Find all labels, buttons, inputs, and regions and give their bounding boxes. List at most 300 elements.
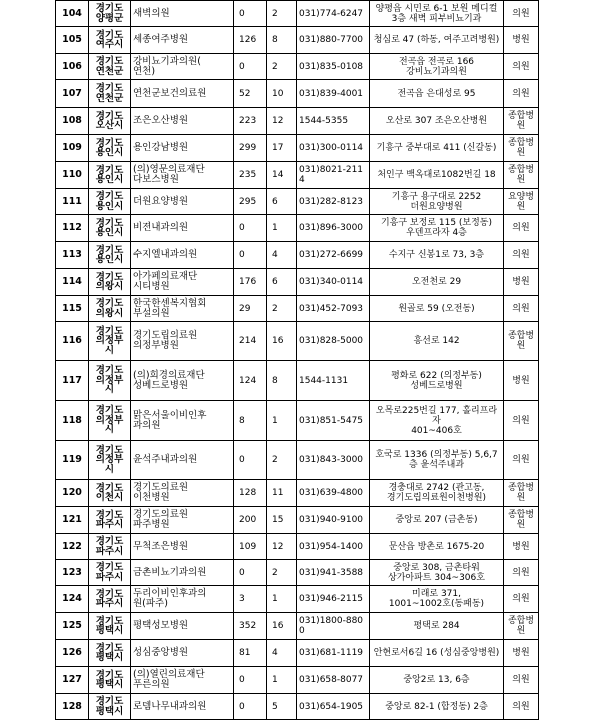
region-cell-line: 시	[104, 463, 115, 475]
region-cell-line: 경기도	[95, 191, 124, 202]
staff-cell: 4	[267, 640, 297, 667]
region-cell	[89, 694, 131, 720]
facility-name-cell-line: 평택성모병원	[133, 620, 189, 631]
facility-name-cell	[131, 441, 234, 480]
address-cell-line: 오산로 307 조은오산병원	[385, 116, 488, 126]
phone-cell: 031)954-1400	[297, 534, 370, 560]
region-cell	[89, 441, 131, 480]
table-row	[56, 322, 539, 361]
region-cell	[89, 507, 131, 534]
facility-name-cell	[131, 269, 234, 296]
beds-cell: 0	[234, 694, 267, 720]
region-cell-line: 파주시	[95, 519, 124, 530]
address-cell	[370, 640, 504, 667]
region-cell	[89, 361, 131, 401]
staff-cell: 1	[267, 667, 297, 694]
region-cell-line: 파주시	[95, 598, 124, 609]
region-cell	[89, 108, 131, 135]
beds-cell: 352	[234, 613, 267, 640]
address-cell-line: 경기도립의료원이천병원)	[386, 493, 487, 503]
beds-cell: 0	[234, 242, 267, 269]
region-cell	[89, 586, 131, 613]
facility-name-cell	[131, 534, 234, 560]
address-cell-line: 전곡읍 전곡로 166	[398, 56, 475, 67]
address-cell	[370, 534, 504, 560]
address-cell-line: 성베드로병원	[410, 380, 463, 391]
table-row	[56, 640, 539, 667]
region-cell-line: 평택시	[95, 652, 124, 663]
region-cell-line: 경기도	[95, 244, 124, 256]
facility-name-cell-line: 의정부병원	[133, 340, 179, 351]
staff-cell: 2	[267, 54, 297, 80]
address-cell-line: 더원요양병원	[410, 201, 463, 212]
region-cell-line: 경기도	[95, 83, 124, 94]
facility-name-cell	[131, 189, 234, 215]
address-cell-line: 오목로225번길 177, 홀리프라자	[375, 405, 498, 426]
row-number: 122	[56, 534, 89, 560]
address-cell-line: 중앙로 308, 금촌타워	[393, 562, 480, 573]
region-cell-line: 경기도	[95, 536, 124, 547]
address-cell	[370, 269, 504, 296]
address-cell-line: 처인구 백옥대로1082번길 18	[377, 170, 496, 180]
staff-cell: 4	[267, 242, 297, 269]
facility-name-cell-line: 무척조은병원	[133, 540, 189, 552]
facility-name-cell-line: 성베드로병원	[133, 379, 189, 391]
address-cell-line: 문산읍 방촌로 1675-20	[388, 541, 485, 552]
phone-cell: 031)839-4001	[297, 80, 370, 108]
facility-type-cell: 종합병원	[504, 322, 539, 361]
facility-type-cell: 의원	[504, 54, 539, 80]
phone-cell: 031)452-7093	[297, 296, 370, 322]
region-cell	[89, 534, 131, 560]
facility-type-cell: 의원	[504, 401, 539, 441]
address-cell	[370, 441, 504, 480]
staff-cell: 17	[267, 135, 297, 162]
phone-cell: 031)658-8077	[297, 667, 370, 694]
staff-cell: 1	[267, 586, 297, 613]
beds-cell: 0	[234, 215, 267, 242]
beds-cell: 52	[234, 80, 267, 108]
facility-name-cell-line: 푸른의원	[133, 679, 170, 690]
row-number: 113	[56, 242, 89, 269]
facility-name-cell-line: 이천병원	[133, 492, 170, 503]
address-cell-line: 수지구 신봉1로 73, 3층	[388, 250, 485, 260]
address-cell-line: 양평읍 시민로 6-1 보원 메디컬	[375, 3, 498, 14]
address-cell	[370, 667, 504, 694]
address-cell	[370, 586, 504, 613]
region-cell	[89, 80, 131, 108]
facility-name-cell-line: 경기도립의료원	[133, 330, 198, 341]
beds-cell: 0	[234, 667, 267, 694]
address-cell-line: 평화로 622 (의정부동)	[391, 370, 482, 381]
staff-cell: 6	[267, 189, 297, 215]
facility-name-cell-line: 경기도의료원	[133, 509, 189, 520]
address-cell	[370, 507, 504, 534]
region-cell	[89, 613, 131, 640]
region-cell-line: 경기도	[95, 562, 124, 573]
address-cell-line: 상가아파트 304~306호	[388, 572, 485, 583]
phone-cell: 031)774-6247	[297, 1, 370, 27]
facility-name-cell	[131, 242, 234, 269]
facility-name-cell	[131, 108, 234, 135]
region-cell-line: 경기도	[95, 137, 124, 149]
facility-type-cell: 의원	[504, 441, 539, 480]
row-number: 109	[56, 135, 89, 162]
staff-cell: 10	[267, 80, 297, 108]
region-cell-line: 용인시	[95, 254, 124, 265]
address-cell-line: 기흥구 보정로 115 (보정동)	[380, 218, 493, 228]
phone-cell: 031)282-8123	[297, 189, 370, 215]
address-cell	[370, 27, 504, 54]
region-cell	[89, 189, 131, 215]
facility-name-cell-line: 조은오산병원	[133, 115, 189, 126]
address-cell-line: 층 윤석주내과	[408, 460, 465, 470]
address-cell	[370, 1, 504, 27]
region-cell-line: 평택시	[95, 625, 124, 636]
facility-type-cell: 의원	[504, 1, 539, 27]
table-row	[56, 135, 539, 162]
phone-cell: 031)843-3000	[297, 441, 370, 480]
staff-cell: 12	[267, 534, 297, 560]
facility-type-cell: 의원	[504, 296, 539, 322]
facility-name-cell	[131, 694, 234, 720]
facility-name-cell-line: (의)영문의료재단	[133, 164, 205, 175]
beds-cell: 299	[234, 135, 267, 162]
facility-name-cell	[131, 507, 234, 534]
table-row	[56, 560, 539, 586]
facility-name-cell	[131, 586, 234, 613]
row-number: 116	[56, 322, 89, 361]
address-cell-line: 3층 새벽 피부비뇨기과	[391, 13, 482, 24]
facility-name-cell	[131, 135, 234, 162]
beds-cell: 235	[234, 162, 267, 189]
region-cell-line: 양평군	[95, 12, 124, 24]
region-cell-line: 경기도	[95, 588, 124, 600]
region-cell-line: 의왕시	[95, 281, 124, 292]
staff-cell: 12	[267, 108, 297, 135]
facility-name-cell	[131, 613, 234, 640]
facility-type-cell: 종합병원	[504, 480, 539, 507]
address-cell	[370, 189, 504, 215]
phone-cell: 031)272-6699	[297, 242, 370, 269]
region-cell	[89, 322, 131, 361]
region-cell-line: 경기도	[95, 110, 124, 122]
region-cell-line: 용인시	[95, 174, 124, 185]
region-cell-line: 시	[104, 384, 115, 396]
region-cell-line: 평택시	[95, 679, 124, 690]
address-cell-line: 우덴프라자 4층	[406, 228, 467, 238]
address-cell	[370, 242, 504, 269]
beds-cell: 0	[234, 1, 267, 27]
staff-cell: 2	[267, 296, 297, 322]
row-number: 110	[56, 162, 89, 189]
table-row	[56, 162, 539, 189]
facility-name-cell-line: 경기도의료원	[133, 482, 189, 493]
address-cell	[370, 80, 504, 108]
table-row	[56, 441, 539, 480]
region-cell-line: 용인시	[95, 227, 124, 238]
address-cell-line: 중앙2로 13, 6층	[403, 675, 470, 685]
address-cell-line: 기흥구 용구대로 2252	[391, 191, 482, 202]
table-row	[56, 613, 539, 640]
region-cell-line: 경기도	[95, 669, 124, 681]
facility-type-cell: 병원	[504, 361, 539, 401]
beds-cell: 0	[234, 54, 267, 80]
address-cell	[370, 401, 504, 441]
region-cell-line: 경기도	[95, 642, 124, 654]
facility-name-cell-line: 금촌비뇨기과의원	[133, 566, 207, 578]
beds-cell: 126	[234, 27, 267, 54]
staff-cell: 14	[267, 162, 297, 189]
phone-cell: 031)828-5000	[297, 322, 370, 361]
phone-cell: 1544-1131	[297, 361, 370, 401]
address-cell-line: 청심로 47 (하동, 여주고려병원)	[373, 35, 500, 45]
table-row	[56, 361, 539, 401]
staff-cell: 11	[267, 480, 297, 507]
facility-name-cell-line: 다보스병원	[133, 174, 179, 185]
facility-name-cell-line: 수지엘내과의원	[133, 249, 198, 260]
phone-cell: 031)835-0108	[297, 54, 370, 80]
phone-cell: 031)1800-8800	[297, 613, 370, 640]
region-cell	[89, 560, 131, 586]
table-body	[56, 1, 539, 720]
row-number: 111	[56, 189, 89, 215]
facility-name-cell-line: 강비뇨기과의원(	[133, 55, 201, 67]
address-cell	[370, 162, 504, 189]
table-row	[56, 296, 539, 322]
row-number: 108	[56, 108, 89, 135]
phone-cell: 031)300-0114	[297, 135, 370, 162]
facility-type-cell: 의원	[504, 667, 539, 694]
staff-cell: 5	[267, 694, 297, 720]
region-cell-line: 연천군	[95, 65, 124, 77]
facility-name-cell	[131, 361, 234, 401]
table-row	[56, 189, 539, 215]
phone-cell: 031)941-3588	[297, 560, 370, 586]
region-cell-line: 경기도	[95, 3, 124, 14]
beds-cell: 200	[234, 507, 267, 534]
region-cell-line: 의정부	[95, 454, 124, 466]
address-cell-line: 경충대로 2742 (관고동,	[388, 483, 485, 493]
facility-name-cell-line: 로뎀나무내과의원	[133, 700, 207, 712]
table-row	[56, 586, 539, 613]
region-cell-line: 경기도	[95, 271, 124, 283]
address-cell	[370, 694, 504, 720]
beds-cell: 29	[234, 296, 267, 322]
region-cell-line: 의왕시	[95, 307, 124, 319]
staff-cell: 1	[267, 401, 297, 441]
beds-cell: 0	[234, 560, 267, 586]
region-cell-line: 경기도	[95, 29, 124, 41]
address-cell-line: 흥선로 142	[413, 336, 460, 346]
address-cell-line: 평택로 284	[413, 621, 460, 631]
address-cell	[370, 296, 504, 322]
phone-cell: 031)340-0114	[297, 269, 370, 296]
row-number: 126	[56, 640, 89, 667]
row-number: 104	[56, 1, 89, 27]
region-cell	[89, 480, 131, 507]
address-cell-line: 중앙로 207 (금촌동)	[395, 515, 478, 525]
table-row	[56, 507, 539, 534]
row-number: 123	[56, 560, 89, 586]
row-number: 128	[56, 694, 89, 720]
address-cell-line: 중앙로 82-1 (합정동) 2층	[385, 701, 488, 712]
table-row	[56, 667, 539, 694]
facility-name-cell	[131, 296, 234, 322]
region-cell-line: 경기도	[95, 164, 124, 176]
table-row	[56, 27, 539, 54]
region-cell-line: 경기도	[95, 56, 124, 67]
region-cell-line: 경기도	[95, 696, 124, 707]
region-cell	[89, 27, 131, 54]
phone-cell: 031)851-5475	[297, 401, 370, 441]
facility-name-cell-line: 비젼내과의원	[133, 222, 189, 233]
table-row	[56, 694, 539, 720]
beds-cell: 0	[234, 441, 267, 480]
hospital-table-page	[55, 0, 538, 720]
region-cell-line: 용인시	[95, 147, 124, 158]
beds-cell: 214	[234, 322, 267, 361]
address-cell	[370, 560, 504, 586]
facility-name-cell-line: 한국한센복지협회	[133, 297, 207, 309]
row-number: 107	[56, 80, 89, 108]
facility-type-cell: 요양병원	[504, 189, 539, 215]
region-cell	[89, 269, 131, 296]
region-cell-line: 경기도	[95, 615, 124, 627]
region-cell-line: 경기도	[95, 405, 124, 417]
staff-cell: 2	[267, 441, 297, 480]
address-cell	[370, 322, 504, 361]
hospital-table	[55, 0, 539, 720]
facility-type-cell: 종합병원	[504, 507, 539, 534]
address-cell-line: 안현로서6길 16 (성심중앙병원)	[373, 648, 500, 658]
phone-cell: 031)880-7700	[297, 27, 370, 54]
table-row	[56, 1, 539, 27]
region-cell-line: 파주시	[95, 545, 124, 557]
address-cell	[370, 361, 504, 401]
phone-cell: 031)8021-2114	[297, 162, 370, 189]
region-cell-line: 평택시	[95, 705, 124, 717]
facility-name-cell-line: 원(파주)	[133, 598, 168, 609]
facility-type-cell: 병원	[504, 640, 539, 667]
facility-name-cell-line: (의)희경의료재단	[133, 369, 205, 381]
facility-name-cell	[131, 1, 234, 27]
facility-name-cell-line: 연천)	[133, 65, 156, 77]
staff-cell: 15	[267, 507, 297, 534]
facility-name-cell	[131, 401, 234, 441]
staff-cell: 6	[267, 269, 297, 296]
row-number: 106	[56, 54, 89, 80]
staff-cell: 8	[267, 27, 297, 54]
staff-cell: 1	[267, 215, 297, 242]
beds-cell: 81	[234, 640, 267, 667]
facility-name-cell-line: 용인강남병원	[133, 142, 189, 153]
facility-name-cell	[131, 480, 234, 507]
facility-name-cell-line: 성심중앙병원	[133, 647, 189, 658]
region-cell	[89, 401, 131, 441]
facility-name-cell	[131, 215, 234, 242]
facility-name-cell-line: 아가페의료재단	[133, 271, 198, 282]
facility-type-cell: 의원	[504, 560, 539, 586]
region-cell	[89, 667, 131, 694]
region-cell-line: 의정부	[95, 374, 124, 386]
facility-type-cell: 종합병원	[504, 135, 539, 162]
beds-cell: 295	[234, 189, 267, 215]
table-row	[56, 80, 539, 108]
region-cell-line: 용인시	[95, 200, 124, 212]
region-cell-line: 연천군	[95, 92, 124, 104]
facility-name-cell	[131, 640, 234, 667]
region-cell-line: 경기도	[95, 298, 124, 309]
region-cell-line: 경기도	[95, 509, 124, 521]
row-number: 114	[56, 269, 89, 296]
facility-type-cell: 의원	[504, 215, 539, 242]
phone-cell: 031)654-1905	[297, 694, 370, 720]
facility-name-cell	[131, 667, 234, 694]
facility-name-cell-line: 부설의원	[133, 307, 170, 319]
facility-type-cell: 종합병원	[504, 108, 539, 135]
staff-cell: 16	[267, 322, 297, 361]
row-number: 117	[56, 361, 89, 401]
region-cell	[89, 242, 131, 269]
region-cell-line: 시	[104, 424, 115, 436]
facility-type-cell: 의원	[504, 586, 539, 613]
address-cell-line: 전곡읍 은대성로 95	[397, 88, 476, 99]
facility-type-cell: 의원	[504, 80, 539, 108]
region-cell-line: 의정부	[95, 414, 124, 426]
facility-name-cell	[131, 162, 234, 189]
beds-cell: 124	[234, 361, 267, 401]
row-number: 112	[56, 215, 89, 242]
table-row	[56, 269, 539, 296]
region-cell-line: 파주시	[95, 571, 124, 583]
facility-name-cell-line: 파주병원	[133, 519, 170, 530]
facility-name-cell-line: 연천군보건의료원	[133, 87, 207, 99]
address-cell-line: 원골로 59 (오전동)	[398, 303, 475, 314]
address-cell-line: 오전천로 29	[411, 277, 462, 287]
address-cell-line: 강비뇨기과의원	[406, 66, 467, 77]
row-number: 115	[56, 296, 89, 322]
staff-cell: 2	[267, 560, 297, 586]
region-cell-line: 경기도	[95, 325, 124, 337]
address-cell	[370, 108, 504, 135]
facility-type-cell: 병원	[504, 269, 539, 296]
beds-cell: 128	[234, 480, 267, 507]
row-number: 127	[56, 667, 89, 694]
beds-cell: 109	[234, 534, 267, 560]
staff-cell: 8	[267, 361, 297, 401]
facility-name-cell-line: 더원요양병원	[133, 195, 189, 207]
address-cell	[370, 54, 504, 80]
table-row	[56, 54, 539, 80]
region-cell	[89, 1, 131, 27]
row-number: 124	[56, 586, 89, 613]
phone-cell: 031)940-9100	[297, 507, 370, 534]
region-cell-line: 경기도	[95, 482, 124, 494]
facility-name-cell-line: 새벽의원	[133, 7, 170, 19]
phone-cell: 031)946-2115	[297, 586, 370, 613]
address-cell	[370, 613, 504, 640]
facility-name-cell-line: (의)열린의료재단	[133, 669, 205, 680]
address-cell-line: 기흥구 중부대로 411 (신갈동)	[376, 143, 497, 153]
table-row	[56, 108, 539, 135]
facility-name-cell	[131, 560, 234, 586]
address-cell	[370, 215, 504, 242]
facility-name-cell	[131, 27, 234, 54]
region-cell	[89, 54, 131, 80]
facility-name-cell	[131, 322, 234, 361]
facility-name-cell-line: 두리이비인후과의	[133, 588, 207, 599]
